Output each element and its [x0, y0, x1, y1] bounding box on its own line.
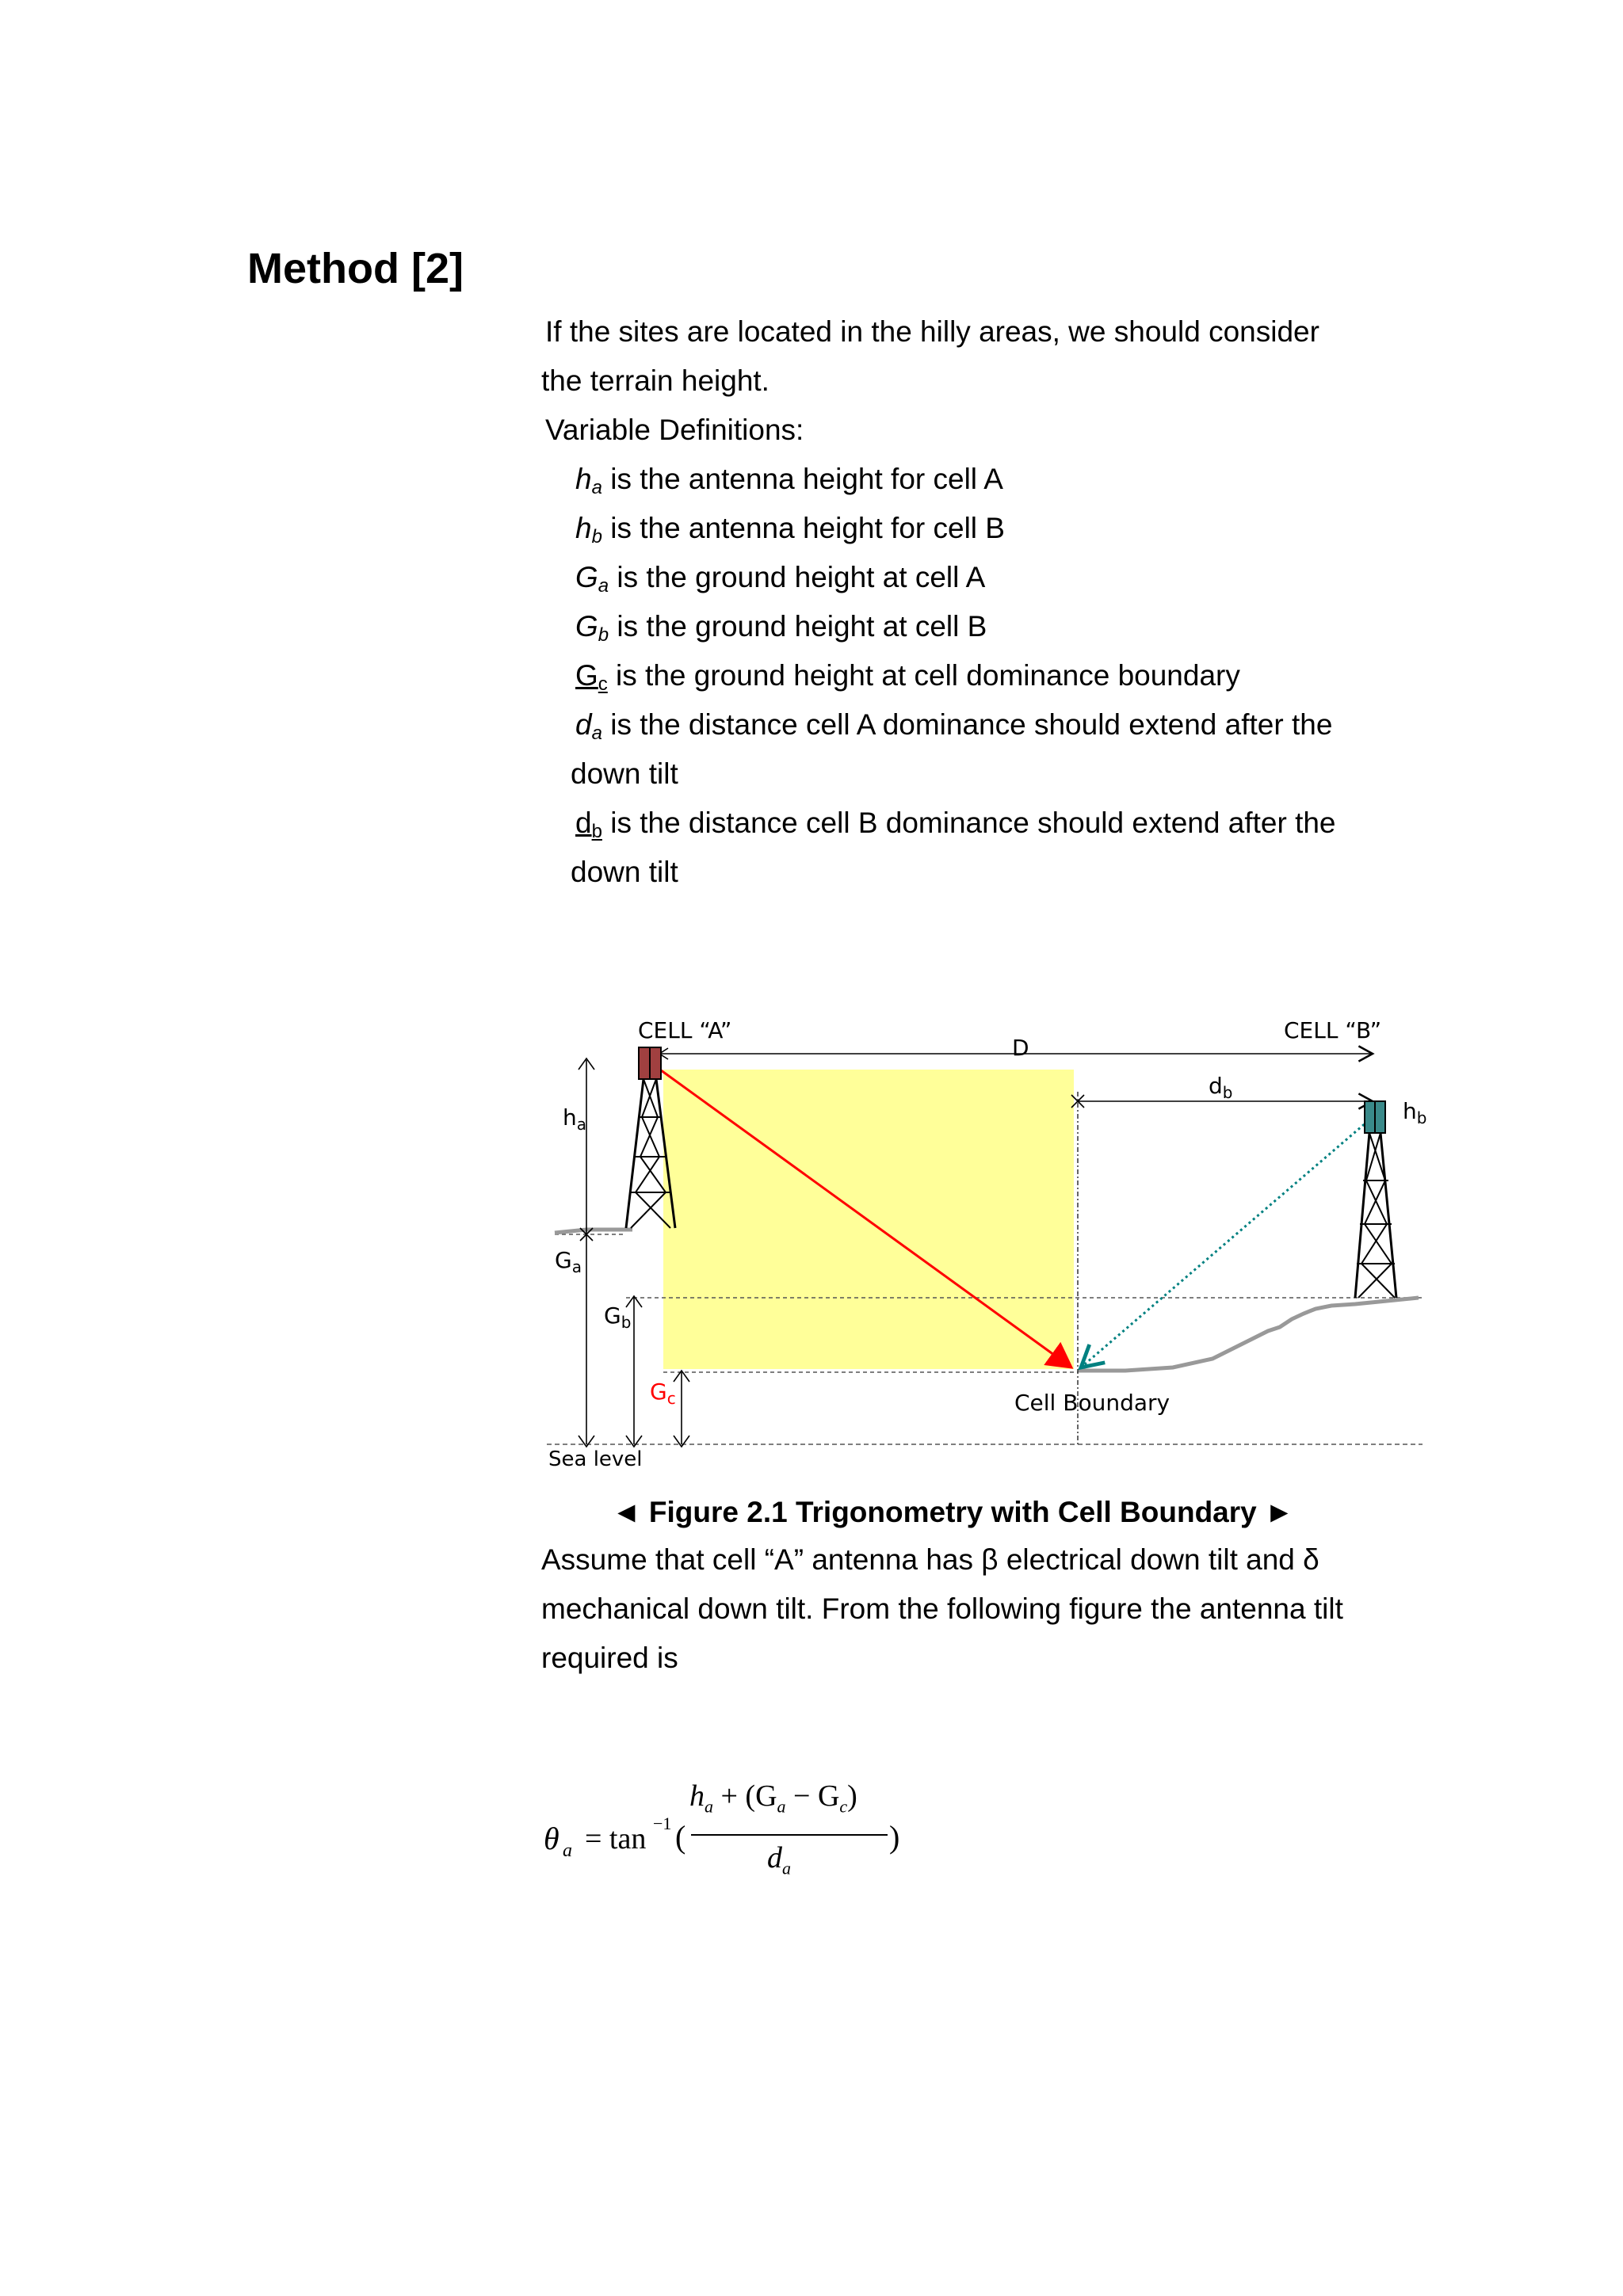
ha-label: $h_a$: [563, 1104, 587, 1134]
definitions-title: Variable Definitions:: [545, 414, 804, 446]
gc-label: $G_c$: [650, 1379, 676, 1408]
terrain-left: [555, 1230, 632, 1233]
definition-item: $G_a$ is the ground height at cell A: [575, 561, 986, 597]
definition-item: $h_b$ is the antenna height for cell B: [575, 512, 1005, 547]
figure-caption: ◄ Figure 2.1 Trigonometry with Cell Boundary ►: [612, 1496, 1294, 1528]
antenna-b-ray: [1081, 1117, 1373, 1367]
intro-line-2: the terrain height.: [541, 364, 769, 397]
db-label: $d_b$: [1209, 1073, 1233, 1102]
ga-label: $G_a$: [555, 1247, 582, 1276]
assumption-line-3: required is: [541, 1642, 678, 1674]
cell-boundary-label: Cell Boundary: [1014, 1390, 1170, 1416]
tan-text: = tan: [585, 1822, 647, 1855]
definition-continuation: down tilt: [571, 856, 678, 888]
cell-b-label: CELL “B”: [1284, 1017, 1382, 1043]
definition-item: $d_a$ is the distance cell A dominance should extend after the: [575, 708, 1333, 744]
right-paren: ): [889, 1819, 900, 1855]
definition-continuation: down tilt: [571, 757, 678, 790]
tilt-formula: [544, 1779, 956, 1890]
formula-denominator: $d_a$: [767, 1841, 791, 1878]
fraction-bar: [691, 1834, 888, 1836]
definition-item: $G_b$ is the ground height at cell B: [575, 610, 987, 646]
tower-b-icon: [1355, 1101, 1396, 1298]
theta-sub: a: [563, 1840, 572, 1861]
inverse-sup: −1: [653, 1814, 672, 1833]
sea-level-label: Sea level: [548, 1447, 643, 1471]
definition-item: $h_a$ is the antenna height for cell A: [575, 463, 1003, 498]
intro-line-1: If the sites are located in the hilly areas, we should consider: [545, 315, 1319, 348]
theta-symbol: θ: [544, 1821, 559, 1856]
formula-numerator: $h_a + (G_a - G_c)$: [689, 1779, 857, 1817]
definition-item: $G_c$ is the ground height at cell dominance boundary: [575, 659, 1240, 695]
left-paren: (: [675, 1819, 686, 1855]
definition-item: $d_b$ is the distance cell B dominance should extend after the: [575, 807, 1336, 842]
hb-label: $h_b$: [1403, 1098, 1427, 1127]
cell-a-label: CELL “A”: [638, 1017, 732, 1043]
assumption-line-1: Assume that cell “A” antenna has β electrical down tilt and δ: [541, 1543, 1319, 1576]
page-title: Method [2]: [247, 245, 464, 292]
terrain-right: [1078, 1298, 1419, 1371]
d-label: D: [1012, 1035, 1029, 1061]
trigonometry-figure: [539, 998, 1442, 1489]
gb-label: $G_b$: [604, 1302, 632, 1332]
assumption-line-2: mechanical down tilt. From the following figure the antenna tilt: [541, 1592, 1343, 1625]
